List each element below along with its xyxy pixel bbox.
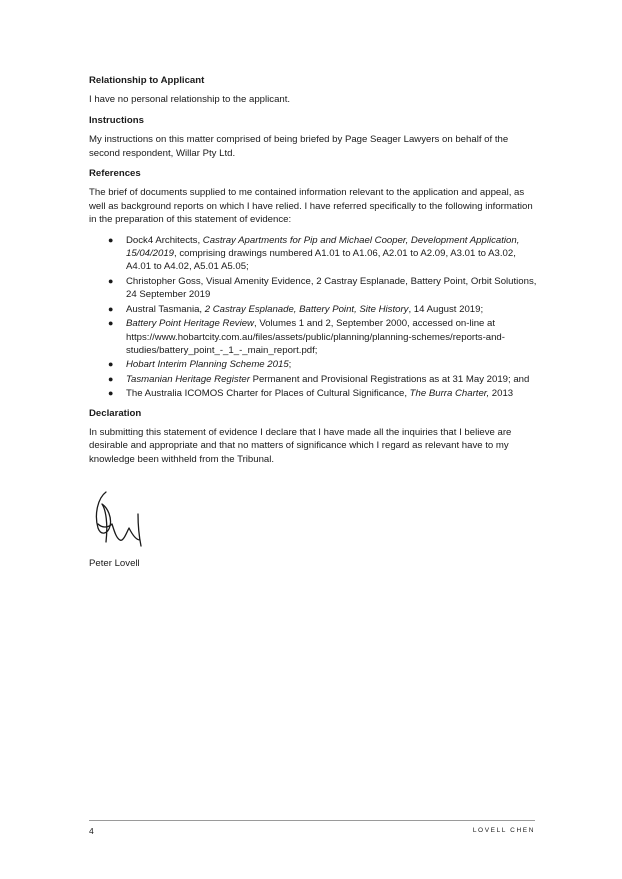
page-number: 4 xyxy=(89,826,94,836)
bullet-icon: ● xyxy=(108,303,114,314)
references-heading: References xyxy=(89,168,141,180)
relationship-heading: Relationship to Applicant xyxy=(89,75,205,86)
handwritten-signature xyxy=(92,484,152,554)
declaration-text: In submitting this statement of evidence I declare that I have made all the inquiries that I believe are desirable and appropriate and that no matters of significance which I regard as relevant have to my knowledge been withheld from the Tribunal. xyxy=(89,426,512,465)
declaration-heading: Declaration xyxy=(89,407,142,419)
firm-name: LOVELL CHEN xyxy=(472,827,535,834)
reference-item: ● Austral Tasmania, 2 Castray Esplanade, Battery Point, Site History, 14 August 2019; xyxy=(108,303,484,315)
footer-divider xyxy=(89,820,535,821)
relationship-text: I have no personal relationship to the applicant. xyxy=(89,94,291,106)
bullet-icon: ● xyxy=(108,373,114,384)
signatory-name: Peter Lovell xyxy=(89,558,140,569)
bullet-icon: ● xyxy=(108,388,114,399)
reference-item: ● Hobart Interim Planning Scheme 2015; xyxy=(108,359,292,371)
references-list xyxy=(89,234,537,401)
reference-item: ● Battery Point Heritage Review, Volumes 1 and 2, September 2000, accessed on-line at https://www.hobartcity.com.au/files/assets/public/planning/planning-schemes/reports-and-studies/battery_point_-_1_-_main_report.pdf; xyxy=(108,318,505,356)
reference-item: ● Tasmanian Heritage Register Permanent and Provisional Registrations as at 31 May 2019; and xyxy=(108,373,530,385)
reference-item: ● The Australia ICOMOS Charter for Places of Cultural Significance, The Burra Charter, 2013 xyxy=(108,388,514,400)
bullet-icon: ● xyxy=(108,275,114,286)
references-intro: The brief of documents supplied to me contained information relevant to the application and appeal, as well as background reports on which I have relied. I have referred specifically to the following information in the preparation of this statement of evidence: xyxy=(89,187,533,226)
instructions-text: My instructions on this matter comprised of being briefed by Page Seager Lawyers on behalf of the second respondent, Willar Pty Ltd. xyxy=(89,134,509,159)
instructions-heading: Instructions xyxy=(89,114,144,126)
bullet-icon: ● xyxy=(108,359,114,370)
bullet-icon: ● xyxy=(108,234,114,245)
reference-item: ● Christopher Goss, Visual Amenity Evidence, 2 Castray Esplanade, Battery Point, Orbit Solutions, 24 September 2019 xyxy=(108,275,537,301)
reference-item: ● Dock4 Architects, Castray Apartments for Pip and Michael Cooper, Development Application, 15/04/2019, comprising drawings numbered A1.01 to A1.06, A2.01 to A2.09, A3.01 to A3.02, A4.01 to A4.02, A5.01 A5.05; xyxy=(108,234,520,273)
bullet-icon: ● xyxy=(108,318,114,329)
statement-body xyxy=(89,74,537,473)
